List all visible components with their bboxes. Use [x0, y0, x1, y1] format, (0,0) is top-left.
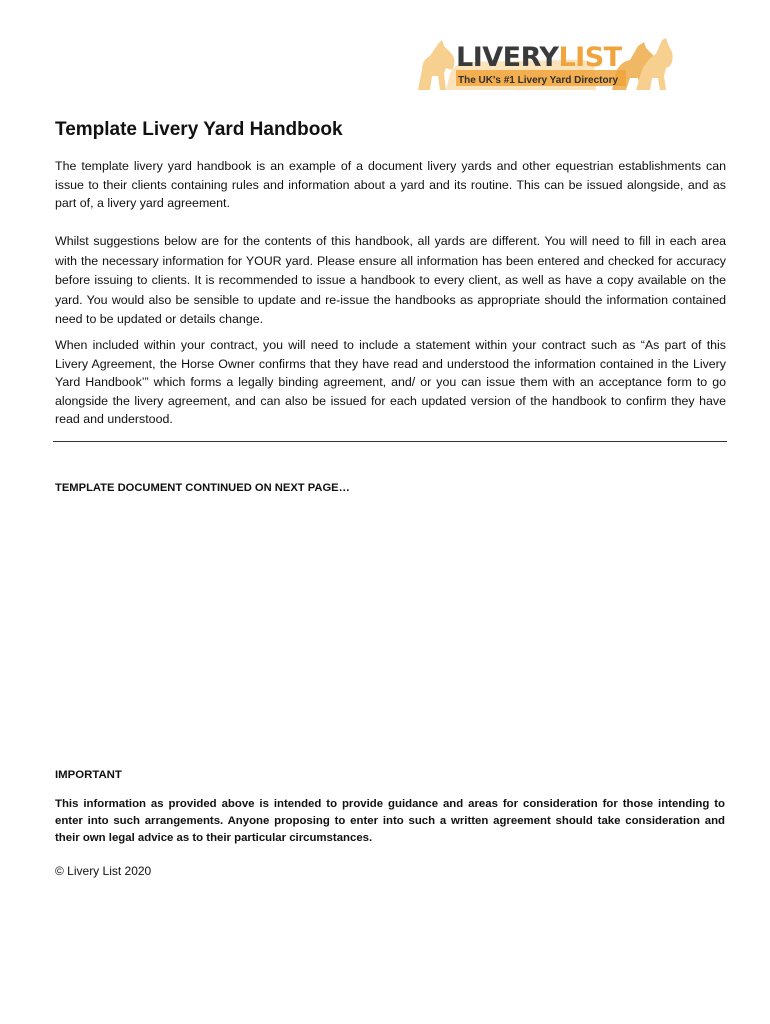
- logo-wordmark-livery: LIVERY: [456, 42, 559, 73]
- important-heading: IMPORTANT: [55, 769, 122, 781]
- intro-paragraph: The template livery yard handbook is an example of a document livery yards and other equestrian establishments can issue to their clients containing rules and information about a yard and its routine. This can be issued alongside, and as part of, a livery yard agreement.: [55, 159, 726, 210]
- logo-wordmark: [456, 44, 622, 71]
- section-divider: [53, 441, 727, 442]
- copyright-notice: © Livery List 2020: [55, 864, 152, 878]
- page-title: Template Livery Yard Handbook: [55, 119, 343, 140]
- logo-tagline: The UK's #1 Livery Yard Directory: [458, 75, 619, 86]
- instructions-paragraph: Whilst suggestions below are for the contents of this handbook, all yards are different. You will need to fill in each area with the necessary information for YOUR yard. Please ensure all information has been entered and checked for accuracy before issuing to clients. It is recommended to issue a handbook to every client, as well as have a copy available on the yard. You would also be sensible to update and re-issue the handbooks as appropriate should the information contained need to be updated or details change.: [55, 234, 726, 326]
- contract-paragraph: When included within your contract, you will need to include a statement within your contract such as “As part of this Livery Agreement, the Horse Owner confirms that they have read and understood the information contained in the Livery Yard Handbook’” which forms a legally binding agreement, and/ or you can issue them with an acceptance form to go alongside the livery agreement, and can also be issued for each updated version of the handbook to confirm they have read and understood.: [55, 338, 726, 426]
- important-disclaimer: This information as provided above is intended to provide guidance and areas for consideration for those intending to enter into such arrangements. Anyone proposing to enter into such a written agreement should take consideration and their own legal advice as to their particular circumstances.: [55, 798, 725, 844]
- livery-list-logo: [416, 30, 674, 92]
- logo-wordmark-list: LIST: [558, 42, 622, 73]
- continued-notice: TEMPLATE DOCUMENT CONTINUED ON NEXT PAGE…: [55, 482, 350, 494]
